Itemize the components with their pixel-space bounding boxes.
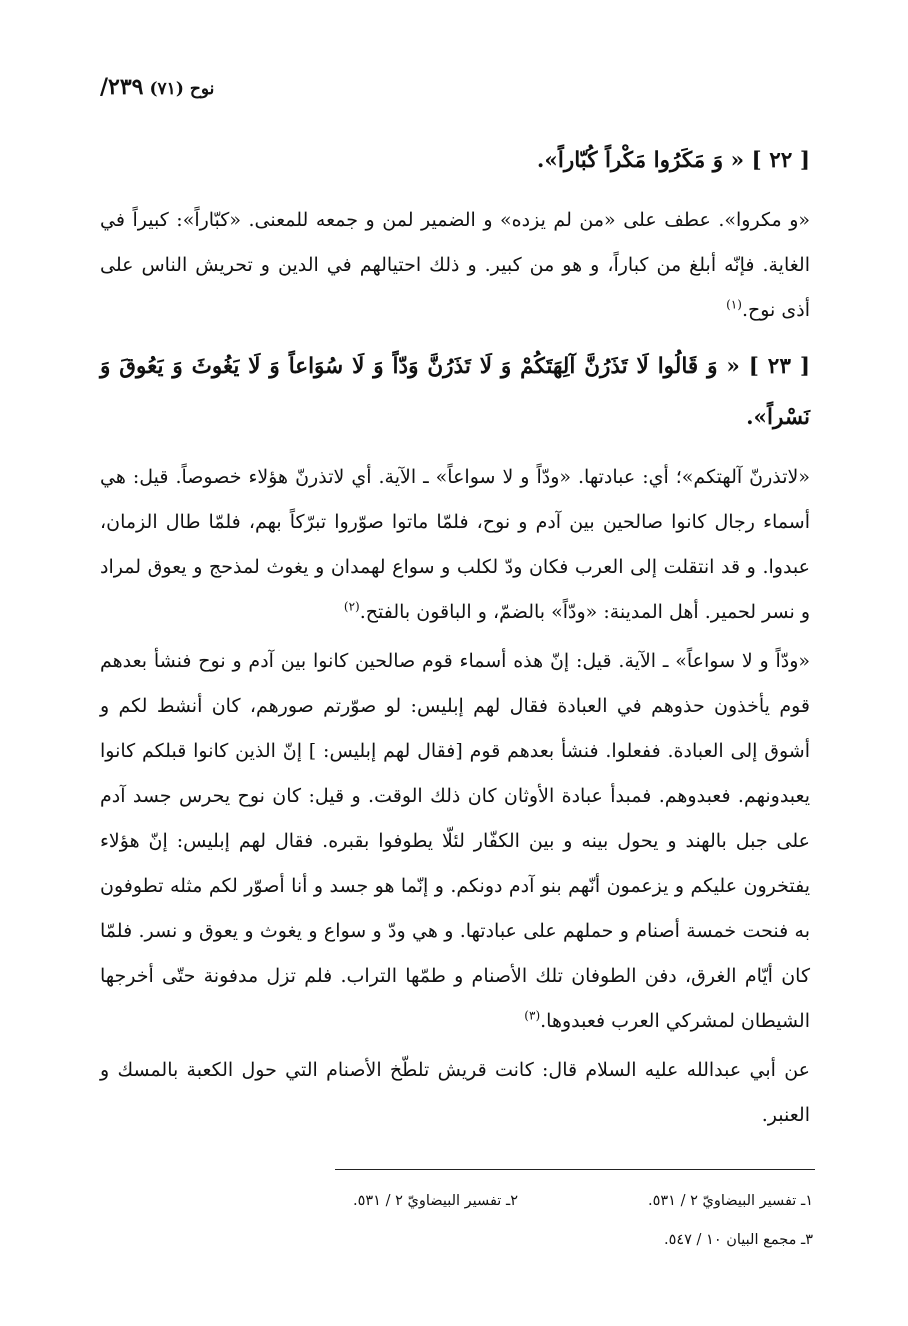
footnote-marker: (١): [726, 297, 742, 312]
paragraph-text: عن أبي عبدالله عليه السلام قال: كانت قريش تلطّخ الأصنام التي حول الكعبة بالمسك و العنبر.: [100, 1059, 810, 1126]
verse-23: [ ٢٣ ] « وَ قَالُوا لَا تَذَرُنَّ آلِهَتَكُمْ وَ لَا تَذَرُنَّ وَدّاً وَ لَا سُوَاعاً وَ لَا يَغُوثَ وَ يَعُوقَ وَ نَسْراً».: [100, 354, 810, 430]
paragraph-text: «لاتذرنّ آلهتكم»؛ أي: عبادتها. «ودّاً و لا سواعاً» ـ الآية. أي لاتذرنّ هؤلاء خصوصاً. قيل: هي أسماء رجال كانوا صالحين بين آدم و نوح، فلمّا ماتوا صوّروا تبرّكاً بهم، فلمّا طال الزمان، عبدوا. و قد انتقلت إلى العرب فكان ودّ لكلب و سواع لهمدان و يغوث لمذحج و يعوق لمراد و نسر لحمير. أهل المدينة: «ودّاً» بالضمّ، و الباقون بالفتح.: [100, 466, 810, 623]
footnote-marker: (٣): [524, 1008, 541, 1023]
surah-number: (٧١): [149, 79, 184, 99]
commentary-paragraph: [100, 1048, 810, 1138]
surah-name: نوح: [189, 79, 215, 99]
commentary-paragraph: [100, 198, 810, 333]
verse-22: [ ٢٢ ] « وَ مَكَرُوا مَكْراً كُبّاراً».: [536, 148, 810, 173]
footnote-3: ٣ـ مجمع البيان ١٠ / ٥٤٧.: [663, 1232, 813, 1248]
commentary-paragraph: [100, 639, 810, 1044]
footnote-divider: [335, 1169, 815, 1170]
footnote-2: ٢ـ تفسير البيضاويّ ٢ / ٥٣١.: [353, 1193, 518, 1209]
page-number: ٢٣٩/: [100, 74, 144, 100]
page-body: [100, 135, 810, 1146]
page-header: [100, 74, 214, 100]
paragraph-text: «ودّاً و لا سواعاً» ـ الآية. قيل: إنّ هذه أسماء قوم صالحين كانوا بين آدم و نوح فنشأ بعدهم قوم يأخذون حذوهم في العبادة فقال لهم إبليس: لو صوّرتم صورهم، كان أنشط لكم و أشوق إلى العبادة. ففعلوا. فنشأ بعدهم قوم [فقال لهم إبليس: ] إنّ الذين كانوا قبلكم كانوا يعبدونهم. فعبدوهم. فمبدأ عبادة الأوثان كان ذلك الوقت. و قيل: كان نوح يحرس جسد آدم على جبل بالهند و يحول بينه و بين الكفّار لئلّا يطوفوا بقبره. فقال لهم إبليس: إنّ هؤلاء يفتخرون عليكم و يزعمون أنّهم بنو آدم دونكم. و إنّما هو جسد و أنا أصوّر لكم مثله تطوفون به فنحت خمسة أصنام و حملهم على عبادتها. و هي ودّ و سواع و يغوث و يعوق و نسر. فلمّا كان أيّام الغرق، دفن الطوفان تلك الأصنام و طمّها التراب. فلم تزل مدفونة حتّى أخرجها الشيطان لمشركي العرب فعبدوها.: [100, 650, 810, 1032]
footnote-1: ١ـ تفسير البيضاويّ ٢ / ٥٣١.: [648, 1193, 813, 1209]
paragraph-text: «و مكروا». عطف على «من لم يزده» و الضمير لمن و جمعه للمعنى. «كبّاراً»: كبيراً في الغاية. فإنّه أبلغ من كباراً، و هو من كبير. و ذلك احتيالهم في الدين و تحريش الناس على أذى نوح.: [100, 209, 810, 321]
commentary-paragraph: [100, 455, 810, 635]
footnote-marker: (٢): [343, 599, 360, 614]
